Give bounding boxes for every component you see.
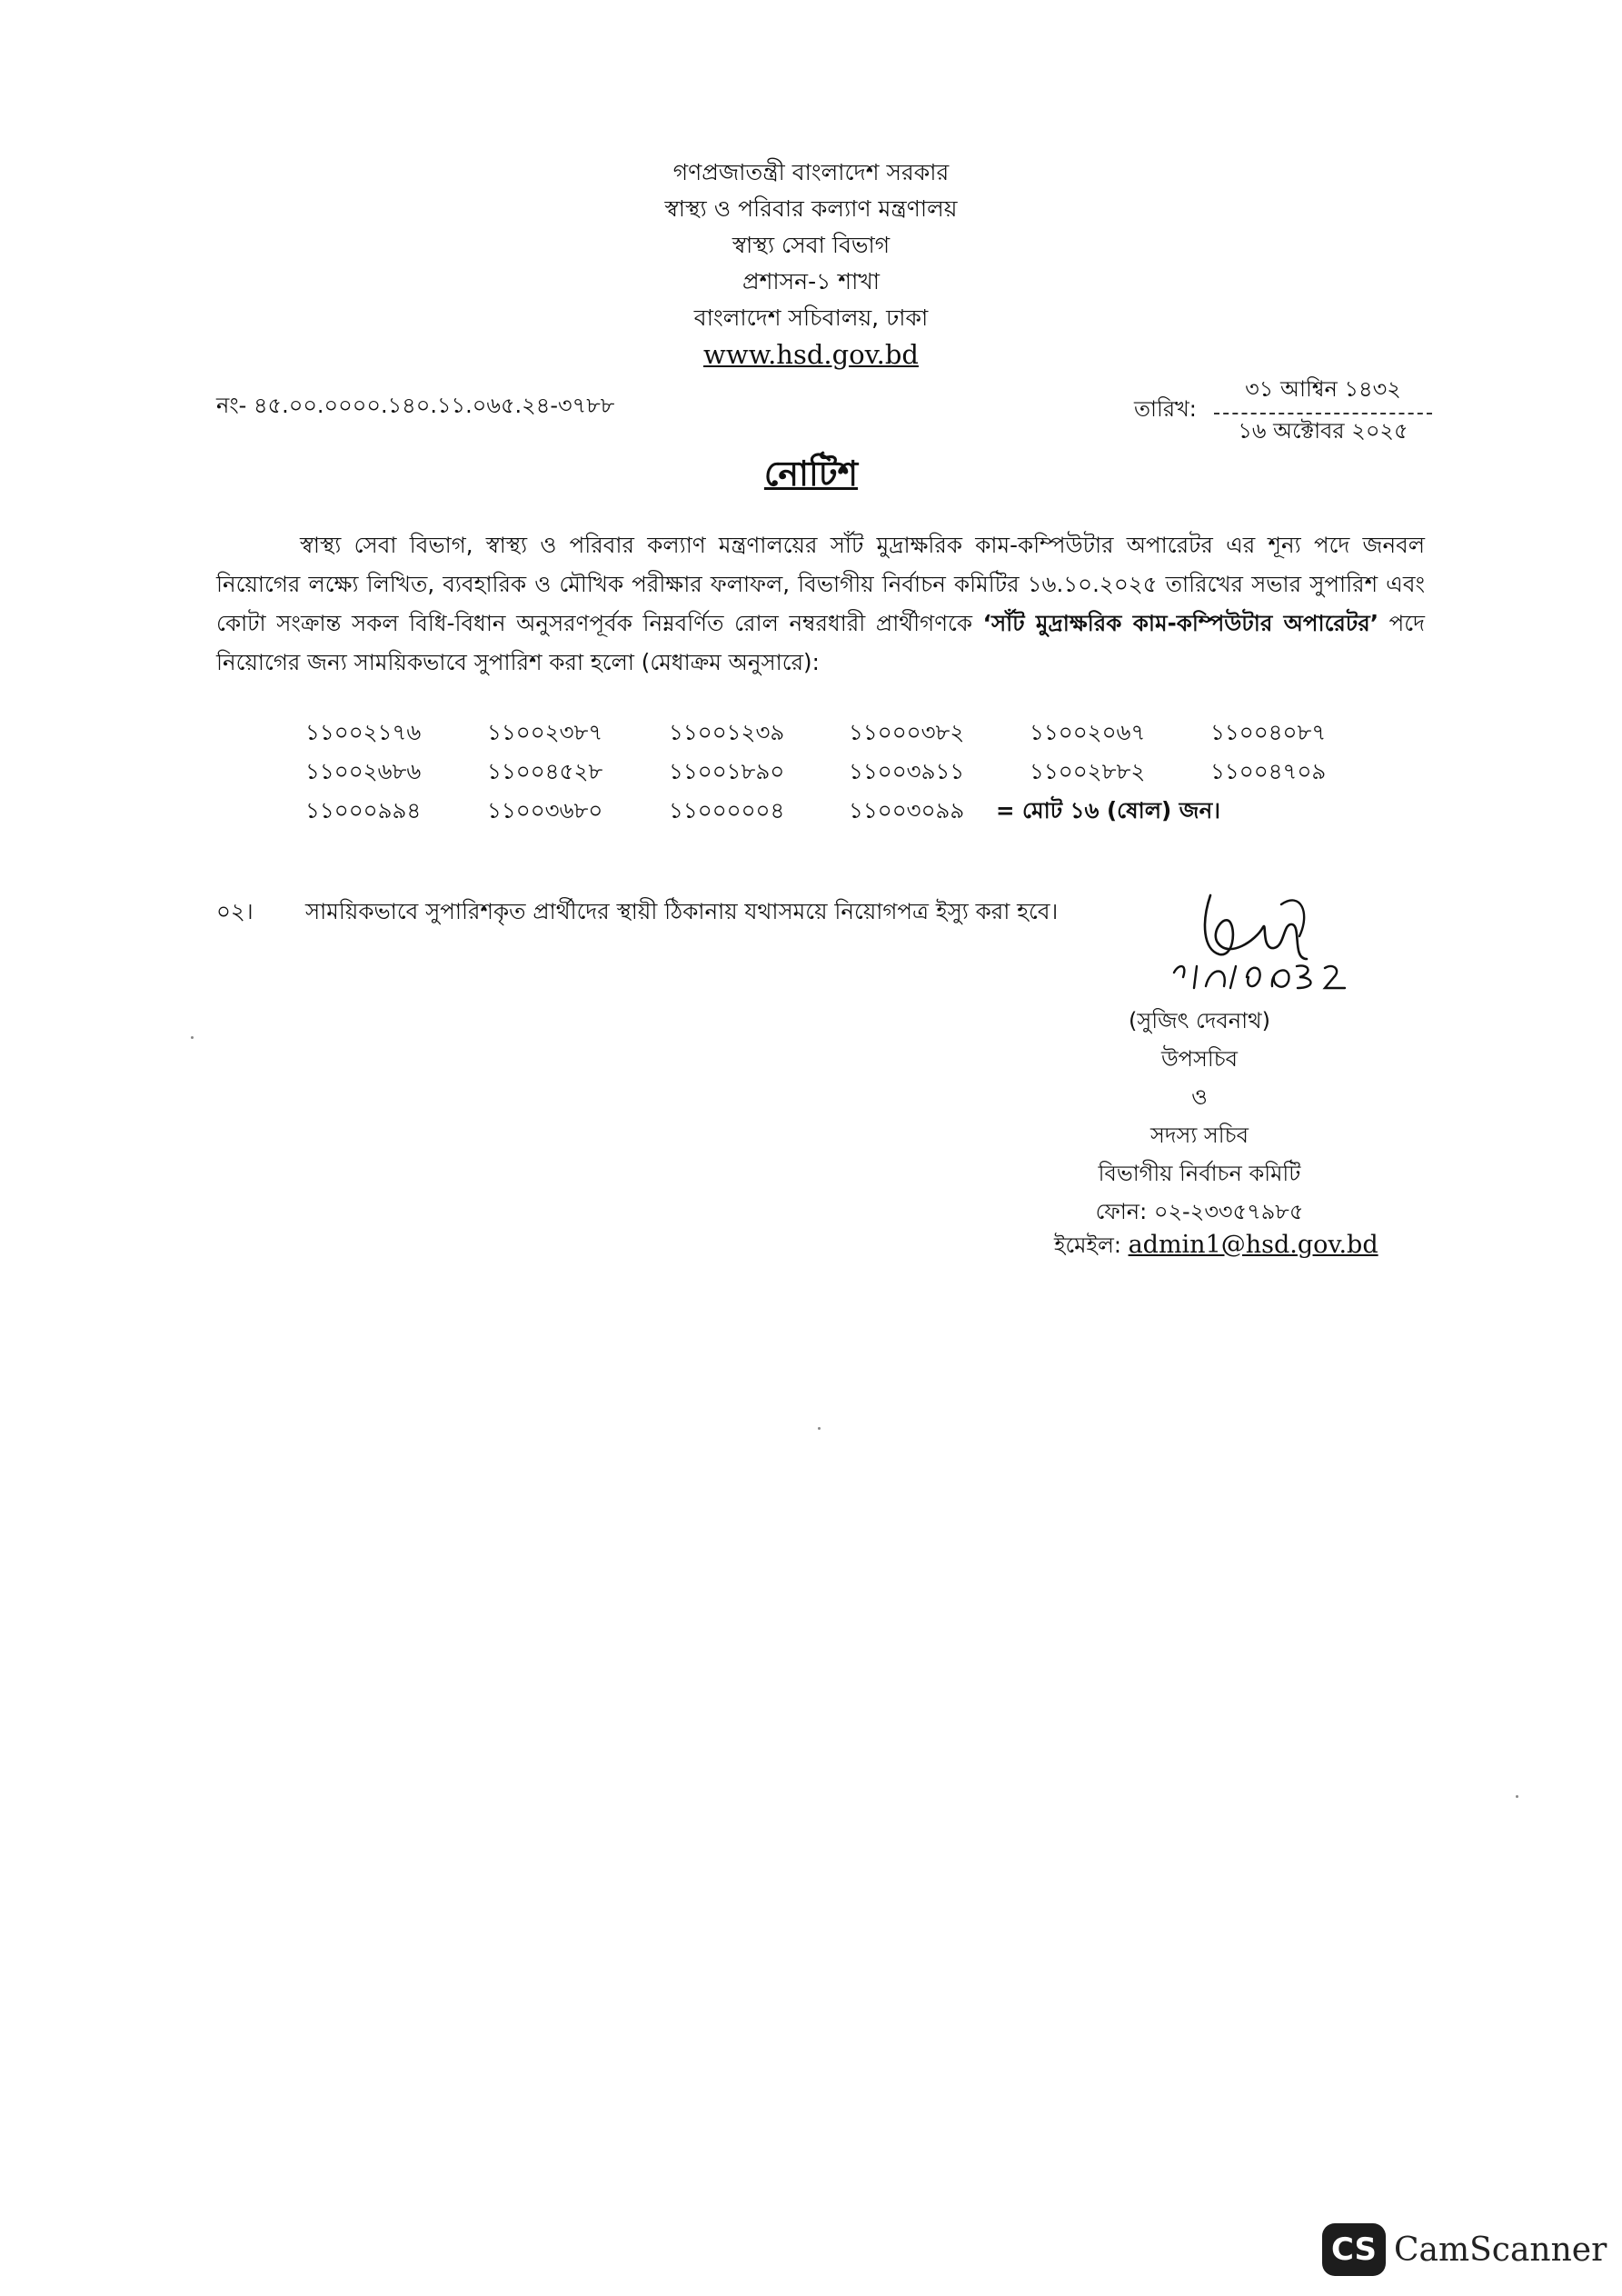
roll-number: ১১০০৩৬৮০ — [487, 797, 603, 824]
roll-number: ১১০০৪০৮৭ — [1210, 719, 1327, 745]
roll-number: ১১০০২১৭৬ — [305, 719, 422, 745]
date-bangla: ৩১ আশ্বিন ১৪৩২ — [1214, 373, 1432, 414]
camscanner-watermark: CamScanner — [1394, 2231, 1607, 2269]
signatory-and: ও — [1191, 1084, 1208, 1110]
scan-speck — [191, 1036, 194, 1039]
roll-number: ১১০০১২৩৯ — [669, 719, 785, 745]
body-post-name: ‘সাঁট মুদ্রাক্ষরিক কাম-কম্পিউটার অপারেটর’ — [982, 610, 1379, 636]
signatory-block — [1000, 1002, 1399, 1231]
email-label: ইমেইল: — [1054, 1233, 1121, 1258]
signatory-committee: বিভাগীয় নির্বাচন কমিটি — [1098, 1161, 1301, 1186]
notice-title: নোটিশ — [763, 454, 859, 494]
date-label: তারিখ: — [1134, 396, 1197, 422]
scan-speck — [818, 1427, 821, 1430]
roll-number: ১১০০২৬৮৬ — [305, 758, 422, 784]
memo-number: নং- ৪৫.০০.০০০০.১৪০.১১.০৬৫.২৪-৩৭৮৮ — [216, 393, 615, 418]
signatory-phone: ফোন: ০২-২৩৩৫৭৯৮৫ — [1095, 1199, 1304, 1224]
scan-speck — [1516, 1795, 1518, 1798]
date-english: ১৬ অক্টোবর ২০২৫ — [1238, 418, 1408, 444]
roll-number: ১১০০২৮৮২ — [1030, 758, 1146, 784]
signatory-designation: উপসচিব — [1160, 1046, 1239, 1072]
roll-number: ১১০০২৩৮৭ — [487, 719, 603, 745]
roll-number: ১১০০১৮৯০ — [669, 758, 785, 784]
email-link[interactable]: admin1@hsd.gov.bd — [1128, 1231, 1378, 1259]
date-block — [1134, 373, 1452, 445]
ministry-name: স্বাস্থ্য ও পরিবার কল্যাণ মন্ত্রণালয় — [664, 195, 958, 222]
body-text-part1: স্বাস্থ্য সেবা বিভাগ, স্বাস্থ্য ও পরিবার কল্যাণ মন্ত্রণালয়ের সাঁট মুদ্রাক্ষরিক কাম-কম্পিউটার অপারেটর এর শূন্য পদে জনবল নিয়োগের লক্ষ্যে লিখিত, ব্যবহারিক ও মৌখিক পরীক্ষার ফলাফল, বিভাগীয় নির্বাচন কমিটির ১৬.১০.২০২৫ তারিখের সভার সুপারিশ এবং কোটা সংক্রান্ত সকল বিধি-বিধান অনুসরণপূর্বক নিম্নবর্ণিত রোল নম্বরধারী প্রার্থীগণকে — [216, 532, 1425, 636]
camscanner-logo-icon: CS — [1322, 2223, 1386, 2276]
signatory-email-line — [1054, 1229, 1378, 1265]
roll-number: ১১০০০৯৯৪ — [305, 797, 422, 824]
body-text-part2: পদে নিয়োগের জন্য সাময়িকভাবে সুপারিশ করা হলো (মেধাক্রম অনুসারে): — [216, 610, 1425, 675]
point-text: সাময়িকভাবে সুপারিশকৃত প্রার্থীদের স্থায়ী ঠিকানায় যথাসময়ে নিয়োগপত্র ইস্যু করা হবে। — [305, 898, 1059, 924]
point-two — [216, 895, 1058, 932]
roll-number: ১১০০২০৬৭ — [1030, 719, 1146, 745]
notice-body — [216, 525, 1425, 682]
roll-number: ১১০০৪৭০৯ — [1210, 758, 1327, 784]
roll-total: = মোট ১৬ (ষোল) জন। — [996, 797, 1220, 824]
roll-number: ১১০০০৩৮২ — [849, 719, 965, 745]
point-number: ০২। — [216, 898, 254, 924]
handwritten-signature — [1147, 886, 1401, 1013]
government-name: গণপ্রজাতন্ত্রী বাংলাদেশ সরকার — [672, 159, 950, 185]
division-name: স্বাস্থ্য সেবা বিভাগ — [731, 232, 891, 258]
roll-number: ১১০০০০০৪ — [669, 797, 785, 824]
website-link[interactable]: www.hsd.gov.bd — [703, 339, 919, 370]
roll-number: ১১০০৩৯১১ — [849, 758, 965, 784]
signatory-name: (সুজিৎ দেবনাথ) — [1129, 1008, 1270, 1033]
roll-number: ১১০০৩০৯৯ — [849, 797, 965, 824]
signatory-role: সদস্য সচিব — [1150, 1123, 1249, 1148]
roll-number: ১১০০৪৫২৮ — [487, 758, 603, 784]
branch-name: প্রশাসন-১ শাখা — [741, 268, 881, 294]
letterhead — [0, 155, 1622, 373]
office-address: বাংলাদেশ সচিবালয়, ঢাকা — [693, 304, 929, 331]
